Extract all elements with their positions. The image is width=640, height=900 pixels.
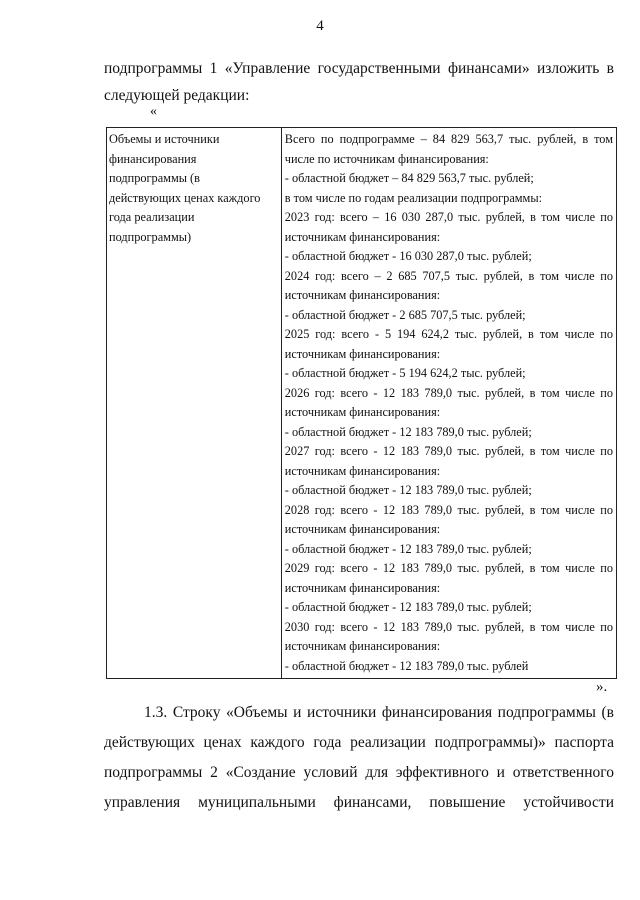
content-line: источникам финансирования:: [284, 346, 441, 361]
content-line: 2030 год: всего - 12 183 789,0 тыс. рублей, в том числе по: [284, 619, 613, 634]
content-line: Всего по подпрограмме – 84 829 563,7 тыс. рублей, в том: [284, 132, 613, 146]
page-number: 4: [316, 18, 324, 34]
content-line: - областной бюджет - 12 183 789,0 тыс. рублей;: [284, 424, 532, 439]
content-line: - областной бюджет - 12 183 789,0 тыс. рублей;: [284, 600, 532, 614]
content-line: источникам финансирования:: [284, 580, 441, 595]
paragraph-line: подпрограммы 2 «Создание условий для эффективного и ответственного: [104, 764, 614, 781]
row-label-line: подпрограммы): [109, 229, 192, 244]
content-line: 2027 год: всего - 12 183 789,0 тыс. рублей, в том числе по: [284, 444, 613, 458]
content-line: источникам финансирования:: [284, 229, 441, 244]
content-line: источникам финансирования:: [284, 463, 441, 478]
table-row: [107, 128, 617, 679]
content-line: - областной бюджет - 16 030 287,0 тыс. рублей;: [284, 249, 532, 263]
row-label-line: года реализации: [109, 210, 195, 224]
paragraph-line: действующих ценах каждого года реализации подпрограммы)» паспорта: [104, 734, 614, 751]
content-line: источникам финансирования:: [284, 639, 441, 653]
intro-line-1: подпрограммы 1 «Управление государственными финансами» изложить в: [104, 60, 614, 77]
content-line: 2023 год: всего – 16 030 287,0 тыс. рублей, в том числе по: [284, 210, 613, 224]
content-line: в том числе по годам реализации подпрограммы:: [284, 190, 543, 205]
row-label-line: финансирования: [109, 151, 197, 166]
content-line: - областной бюджет - 12 183 789,0 тыс. рублей: [284, 658, 529, 673]
row-label-line: подпрограммы (в: [109, 171, 200, 185]
intro-line-2: следующей редакции:: [104, 87, 250, 104]
content-line: 2029 год: всего - 12 183 789,0 тыс. рублей, в том числе по: [284, 561, 613, 575]
content-line: 2028 год: всего - 12 183 789,0 тыс. рублей, в том числе по: [284, 502, 613, 517]
content-line: - областной бюджет - 12 183 789,0 тыс. рублей;: [284, 541, 532, 556]
content-line: источникам финансирования:: [284, 288, 441, 302]
paragraph-line: управления муниципальными финансами, повышение устойчивости: [104, 794, 614, 811]
row-label-cell: [107, 128, 282, 679]
row-label-line: действующих ценах каждого: [109, 190, 261, 205]
open-quote: «: [150, 104, 157, 119]
paragraph-line: 1.3. Строку «Объемы и источники финансирования подпрограммы (в: [144, 704, 614, 721]
content-line: числе по источникам финансирования:: [284, 151, 489, 166]
row-content-cell: [281, 128, 616, 679]
content-line: источникам финансирования:: [284, 405, 441, 419]
content-line: 2025 год: всего - 5 194 624,2 тыс. рублей, в том числе по: [284, 327, 613, 341]
content-line: 2026 год: всего - 12 183 789,0 тыс. рублей, в том числе по: [284, 385, 613, 400]
row-label-line: Объемы и источники: [109, 132, 220, 146]
content-line: - областной бюджет – 84 829 563,7 тыс. рублей;: [284, 171, 534, 185]
content-line: - областной бюджет - 5 194 624,2 тыс. рублей;: [284, 366, 526, 380]
content-line: 2024 год: всего – 2 685 707,5 тыс. рублей, в том числе по: [284, 268, 613, 283]
content-line: - областной бюджет - 12 183 789,0 тыс. рублей;: [284, 483, 532, 497]
content-line: - областной бюджет - 2 685 707,5 тыс. рублей;: [284, 307, 526, 322]
close-quote: ».: [596, 679, 608, 695]
passport-table: [106, 127, 617, 679]
content-line: источникам финансирования:: [284, 522, 441, 536]
paragraph-1-3: [104, 698, 614, 818]
